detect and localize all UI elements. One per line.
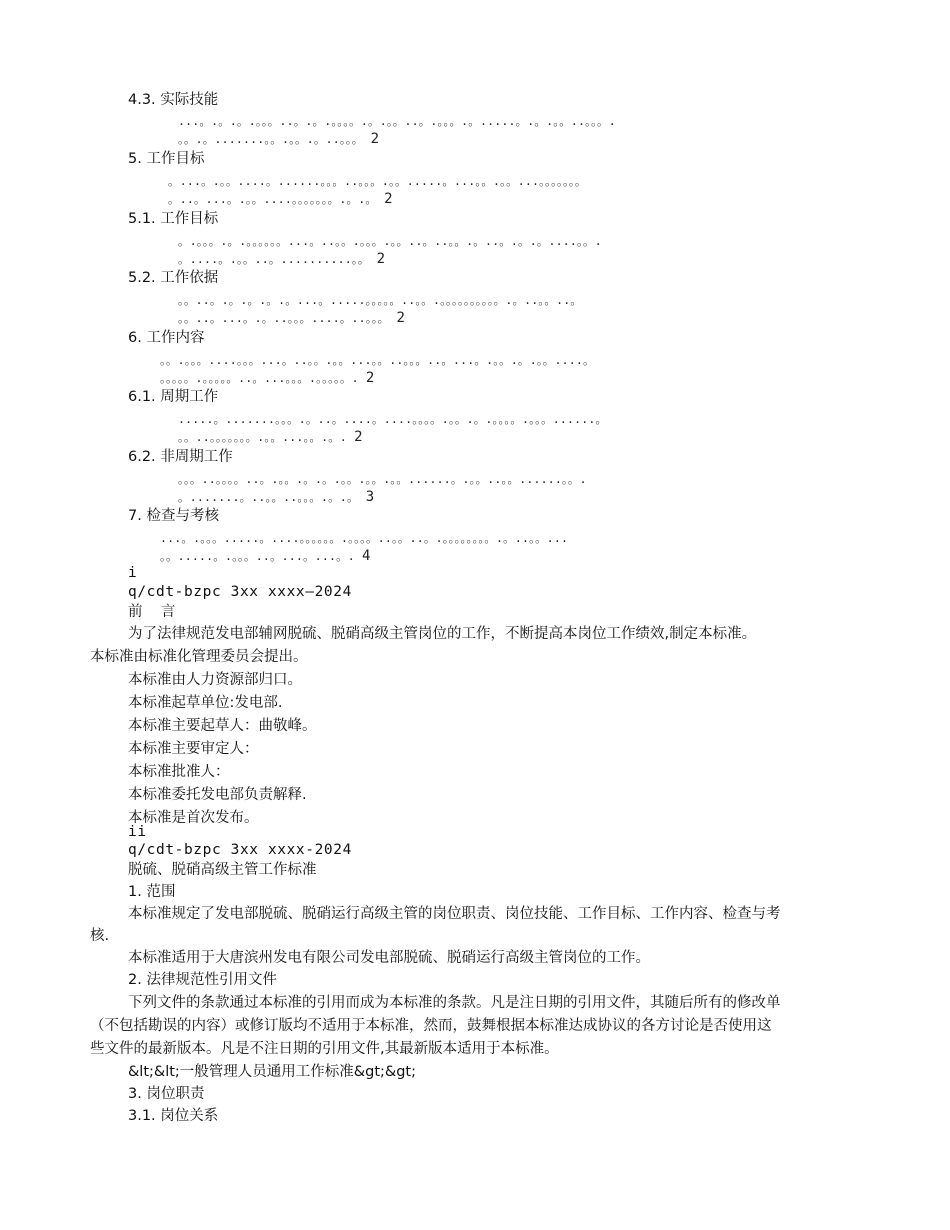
- foreword-paragraph: 本标准主要审定人：: [128, 741, 259, 757]
- toc-heading: 5. 工作目标: [128, 151, 205, 167]
- toc-leader: 。....。.。。..。..........。。 2: [178, 251, 386, 267]
- toc-leader: 。.......。..。。..。。。.。.。 3: [178, 489, 375, 505]
- page-number-roman: ii: [128, 824, 147, 840]
- document-code: q/cdt-bzpc 3xx xxxx—2024: [128, 584, 352, 600]
- toc-leader: 。。.....。.。。。..。...。...。. 4: [160, 548, 372, 564]
- toc-page-number: 2: [365, 370, 375, 386]
- foreword-paragraph: 本标准是首次发布。: [128, 810, 259, 826]
- document-title: 脱硫、脱硝高级主管工作标准: [128, 862, 317, 878]
- toc-heading: 6.2. 非周期工作: [128, 449, 233, 465]
- toc-leader: 。。。。。.。。。。。..。...。。。.。。。。。. 2: [160, 370, 375, 386]
- body-paragraph: （不包括勘误的内容）或修订版均不适用于本标准，然而，鼓舞根据本标准达成协议的各方讨论是否使用这: [90, 1018, 772, 1034]
- toc-page-number: 2: [370, 131, 380, 147]
- toc-heading: 6. 工作内容: [128, 330, 205, 346]
- toc-leader: 。..。...。.。。....。。。。。。。.。.。 2: [168, 191, 394, 207]
- section-heading: 1. 范围: [128, 884, 176, 900]
- toc-leader: .....。.......。。。.。..。....。....。。。。.。。.。.。。。。.。。。......。: [178, 412, 608, 426]
- toc-leader: 。。..。...。.。..。。。....。..。。。 2: [178, 310, 406, 326]
- toc-heading: 6.1. 周期工作: [128, 389, 219, 405]
- document-code: q/cdt-bzpc 3xx xxxx-2024: [128, 842, 352, 858]
- body-paragraph: 核.: [90, 928, 110, 944]
- subsection-heading: 3.1. 岗位关系: [128, 1108, 219, 1124]
- body-paragraph: 些文件的最新版本。凡是不注日期的引用文件,其最新版本适用于本标准。: [90, 1041, 559, 1057]
- toc-leader: 。。..。.。.。.。.。...。.....。。。。。..。。.。。。。。。。。。。.。..。。..。: [178, 293, 583, 307]
- toc-leader: ...。.。。。.....。....。。。。。。.。。。。..。。..。.。。。。。。。。.。..。。...: [160, 531, 569, 545]
- toc-page-number: 4: [362, 548, 372, 564]
- foreword-title: 前 言: [128, 604, 176, 620]
- foreword-paragraph: 本标准由标准化管理委员会提出。: [90, 649, 308, 665]
- foreword-paragraph: 本标准主要起草人：曲敬峰。: [128, 718, 317, 734]
- toc-page-number: 3: [365, 489, 375, 505]
- page-number-roman: i: [128, 565, 138, 581]
- toc-page-number: 2: [384, 191, 394, 207]
- toc-page-number: 2: [396, 310, 406, 326]
- toc-page-number: 2: [354, 429, 364, 445]
- toc-leader: ...。.。.。.。。。..。.。.。。。。.。.。。..。.。。。.。.....。.。.。。..。。。.: [178, 114, 616, 128]
- toc-leader: 。.。。。.。.。。。。。。...。..。。.。。。.。。..。..。。.。..。.。.。....。。.: [178, 234, 602, 248]
- body-paragraph: 本标准规定了发电部脱硫、脱硝运行高级主管的岗位职责、岗位技能、工作目标、工作内容、检查与考: [128, 906, 781, 922]
- body-paragraph: 本标准适用于大唐滨州发电有限公司发电部脱硫、脱硝运行高级主管岗位的工作。: [128, 950, 650, 966]
- toc-heading: 5.1. 工作目标: [128, 211, 219, 227]
- reference-document: &lt;&lt;一般管理人员通用工作标准&gt;&gt;: [128, 1064, 416, 1080]
- toc-leader: 。。.。.......。。.。。.。..。。。 2: [178, 131, 380, 147]
- body-paragraph: 下列文件的条款通过本标准的引用而成为本标准的条款。凡是注日期的引用文件，其随后所有的修改单: [128, 995, 781, 1011]
- toc-heading: 7. 检查与考核: [128, 508, 219, 524]
- section-heading: 3. 岗位职责: [128, 1086, 205, 1102]
- foreword-paragraph: 本标准由人力资源部归口。: [128, 672, 302, 688]
- toc-heading: 5.2. 工作依据: [128, 270, 219, 286]
- foreword-paragraph: 本标准委托发电部负责解释.: [128, 787, 307, 803]
- toc-page-number: 2: [376, 251, 386, 267]
- toc-leader: 。。..。。。。。。。.。。...。。.。. 2: [178, 429, 364, 445]
- toc-leader: 。。.。。。....。。。...。..。。.。。...。。..。。。..。...。.。。.。.。。....。: [160, 353, 595, 367]
- foreword-paragraph: 本标准批准人：: [128, 764, 230, 780]
- foreword-paragraph: 为了法律规范发电部辅网脱硫、脱硝高级主管岗位的工作，不断提高本岗位工作绩效,制定本标准。: [128, 626, 757, 642]
- toc-leader: 。。。..。。。。..。.。。.。.。.。。.。。.。。......。.。。..。。......。。.: [178, 472, 587, 486]
- toc-leader: 。...。.。。....。......。。。..。。。.。。.....。...。。.。。...。。。。。。。: [168, 174, 587, 188]
- foreword-paragraph: 本标准起草单位:发电部.: [128, 695, 283, 711]
- section-heading: 2. 法律规范性引用文件: [128, 972, 277, 988]
- toc-heading: 4.3. 实际技能: [128, 92, 219, 108]
